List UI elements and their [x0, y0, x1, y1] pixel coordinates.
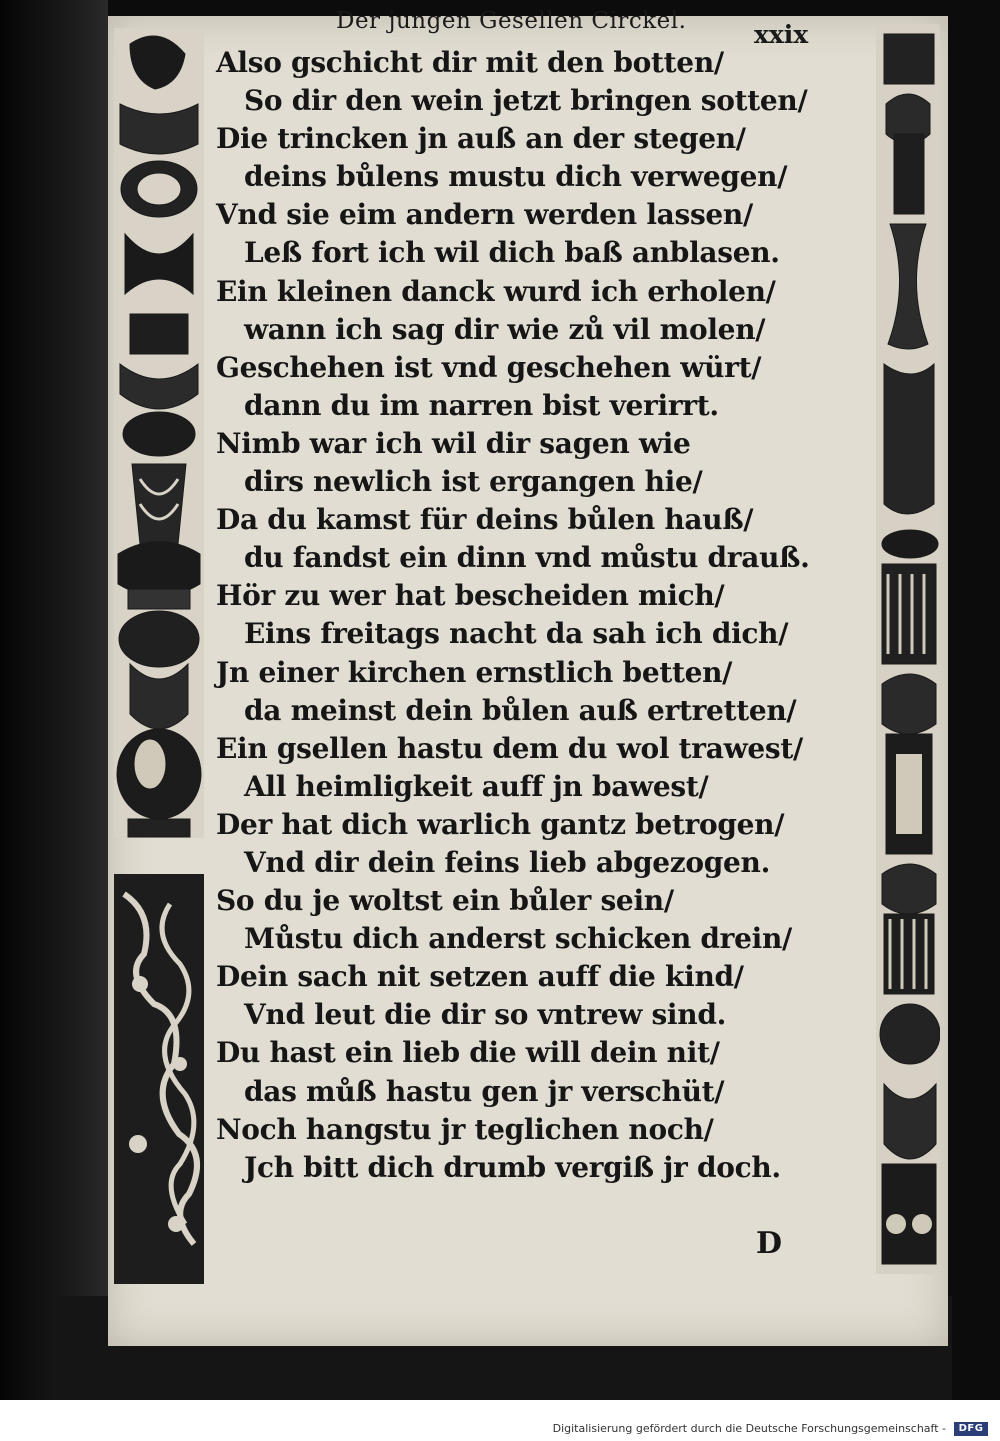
verse-line: Geschehen ist vnd geschehen würt/	[216, 350, 762, 384]
verse-line: deins bůlens mustu dich verwegen/	[244, 160, 788, 194]
verse-line: Vnd leut die dir so vntrew sind.	[244, 998, 727, 1032]
verse-line: dann du im narren bist verirrt.	[244, 388, 719, 422]
verse-line: Ein kleinen danck wurd ich erholen/	[216, 274, 776, 308]
verse-line: So du je woltst ein bůler sein/	[216, 884, 674, 918]
verse-line: Du hast ein lieb die will dein nit/	[216, 1036, 720, 1070]
dfg-logo: DFG	[954, 1422, 988, 1436]
verse-line: Die trincken jn auß an der stegen/	[216, 122, 746, 156]
verse-line: das můß hastu gen jr verschüt/	[244, 1074, 725, 1108]
book-gutter-shadow	[0, 0, 108, 1400]
verse-line: Jch bitt dich drumb vergiß jr doch.	[244, 1150, 781, 1184]
verse-line: wann ich sag dir wie zů vil molen/	[244, 312, 766, 346]
verse-line: Nimb war ich wil dir sagen wie	[216, 426, 691, 460]
catchword: D	[756, 1226, 783, 1261]
verse-text-block	[216, 44, 876, 1187]
verse-line: da meinst dein bůlen auß ertretten/	[244, 693, 797, 727]
verse-line: dirs newlich ist ergangen hie/	[244, 465, 703, 499]
verse-line: Ein gsellen hastu dem du wol trawest/	[216, 731, 803, 765]
woodcut-column-border-icon	[110, 24, 208, 1289]
verse-line: Eins freitags nacht da sah ich dich/	[244, 617, 789, 651]
verse-line: Der hat dich warlich gantz betrogen/	[216, 807, 785, 841]
folio-number: xxix	[754, 20, 809, 49]
verse-line: Leß fort ich wil dich baß anblasen.	[244, 236, 780, 270]
funding-notice: Digitalisierung gefördert durch die Deutsche Forschungsgemeinschaft -	[552, 1422, 946, 1435]
verse-line: So dir den wein jetzt bringen sotten/	[244, 84, 808, 118]
verse-line: du fandst ein dinn vnd můstu drauß.	[244, 541, 810, 575]
verse-line: Vnd dir dein feins lieb abgezogen.	[244, 845, 771, 879]
verse-line: Vnd sie eim andern werden lassen/	[216, 198, 753, 232]
footer-bar	[0, 1400, 1000, 1441]
verse-line: Jn einer kirchen ernstlich betten/	[216, 655, 733, 689]
running-head: Der jungen Gesellen Circkel.	[336, 8, 687, 34]
verse-line: Da du kamst für deins bůlen hauß/	[216, 503, 754, 537]
verse-line: Můstu dich anderst schicken drein/	[244, 922, 792, 956]
woodcut-pillar-border-icon	[876, 24, 940, 1274]
verse-line: Dein sach nit setzen auff die kind/	[216, 960, 744, 994]
verse-line: Also gschicht dir mit den botten/	[216, 46, 724, 79]
verse-line: All heimligkeit auff jn bawest/	[244, 769, 709, 803]
verse-line: Noch hangstu jr teglichen noch/	[216, 1112, 714, 1146]
verse-line: Hör zu wer hat bescheiden mich/	[216, 579, 725, 613]
